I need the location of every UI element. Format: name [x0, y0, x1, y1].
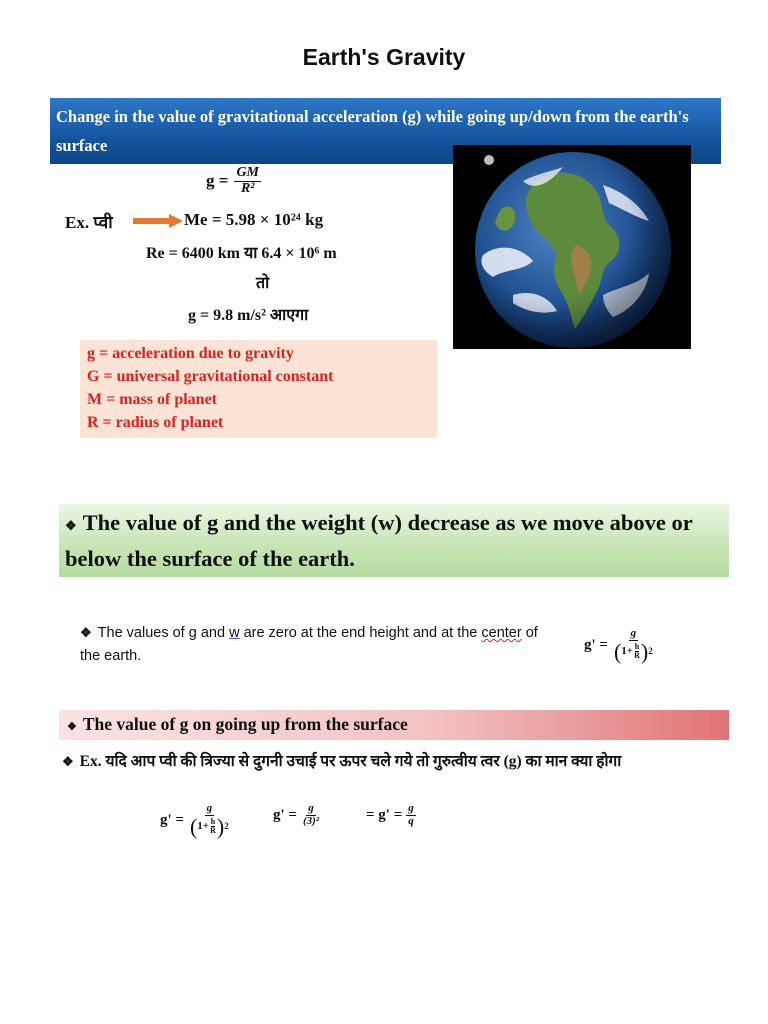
example-question: ❖ Ex. यदि आप प्वी की त्रिज्या से दुगनी उचाई पर ऊपर चले गये तो गुरुत्वीय त्वर (g) का मान क्या होगा	[62, 753, 622, 770]
diamond-bullet-icon: ❖	[80, 625, 92, 640]
weight-symbol: w	[229, 625, 240, 641]
earth-globe-image	[453, 145, 691, 349]
legend-item: R = radius of planet	[87, 414, 224, 431]
earth-image	[453, 145, 691, 349]
height-formula: g' = g ( 1+ $\frac{h}{R}$ ) 2	[584, 627, 653, 664]
legend-box	[80, 340, 437, 438]
formula-step-1: g' = g ( 1+ $\frac{h}{R}$ ) 2	[160, 802, 229, 839]
fraction-denominator: R²	[240, 180, 255, 196]
example-prefix: Ex. प्वी	[65, 213, 113, 232]
highlight-text: The value of g and the weight (w) decrease as we move above or below the surface of the earth.	[65, 510, 693, 571]
highlight-box	[59, 504, 729, 577]
formula-step-2: g' = $\frac{g}{\text{(3)²}}$	[273, 802, 320, 827]
section-header	[59, 710, 729, 740]
then-word: तो	[256, 275, 270, 292]
right-arrow-icon	[133, 214, 183, 233]
center-word: center	[481, 625, 522, 641]
height-fraction: g ( 1+ $\frac{h}{R}$ ) 2	[613, 627, 653, 664]
gravity-formula	[206, 166, 261, 196]
diamond-bullet-icon: ❖	[67, 721, 77, 733]
gm-fraction	[234, 166, 261, 196]
formula-step-3: = g' = $\frac{g}{q}$	[366, 802, 414, 827]
formula-lhs: g =	[206, 171, 229, 191]
diamond-bullet-icon: ❖	[65, 518, 77, 533]
gravity-result: g = 9.8 m/s² आएगा	[188, 307, 309, 324]
section-banner: Change in the value of gravitational acceleration (g) while going up/down from the earth's surface	[50, 98, 721, 164]
legend-item: M = mass of planet	[87, 391, 217, 408]
page-title: Earth's Gravity	[302, 44, 466, 70]
fraction-numerator: GM	[236, 165, 259, 180]
earth-radius: Re = 6400 km या 6.4 × 10⁶ m	[146, 245, 337, 262]
legend-item: g = acceleration due to gravity	[87, 345, 294, 362]
note-text: ❖ The values of g and w are zero at the end height and at the center of the earth.	[80, 625, 538, 664]
section-title: The value of g on going up from the surface	[82, 714, 408, 734]
earth-mass: Me = 5.98 × 10²⁴ kg	[184, 210, 324, 229]
legend-item: G = universal gravitational constant	[87, 368, 334, 385]
diamond-bullet-icon: ❖	[62, 754, 74, 769]
